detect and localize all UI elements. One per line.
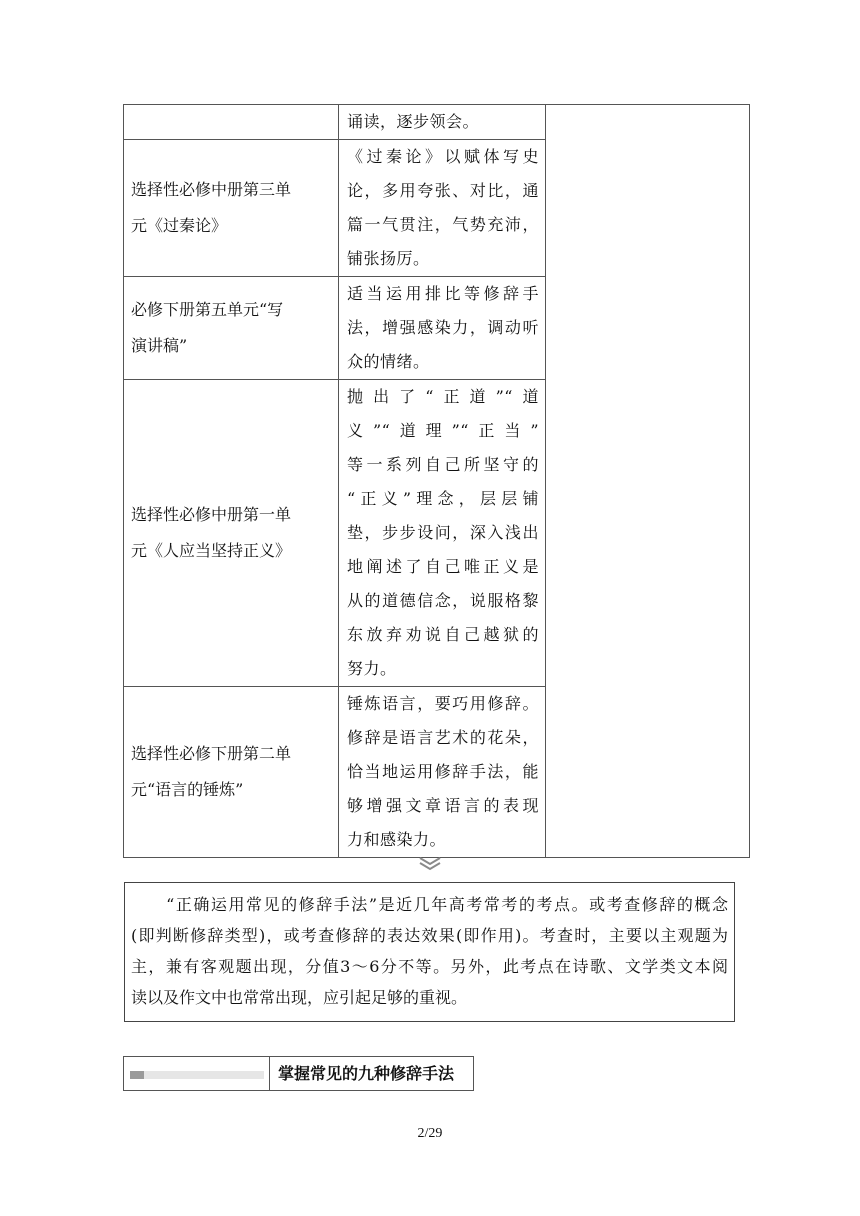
cell-line: 力和感染力。 [347, 830, 447, 849]
cell-line: 元“语言的锤炼” [131, 780, 244, 799]
double-chevron-down-icon [418, 857, 442, 871]
cell-line: 法，增强感染力，调动听 [347, 318, 539, 337]
cell-line: 选择性必修中册第三单 [131, 180, 292, 199]
cell-line: “正义”理念，层层铺 [347, 489, 539, 508]
textbook-unit-cell [124, 277, 339, 380]
progress-track [130, 1071, 264, 1079]
cell-line: 恰当地运用修辞手法，能 [347, 762, 539, 781]
cell-line: 演讲稿” [131, 336, 188, 355]
note-line: “正确运用常见的修辞手法”是近几年高考常考的考点。或考查修辞的概念 [131, 895, 728, 914]
rhetoric-feature-cell [339, 380, 546, 687]
cell-line: 抛出了“正道”“道 [347, 387, 539, 406]
cell-line: 篇一气贯注，气势充沛， [347, 215, 539, 234]
cell-line: 元《过秦论》 [131, 216, 228, 235]
cell-line: 从的道德信念，说服格黎 [347, 591, 539, 610]
rhetoric-feature-cell [339, 277, 546, 380]
progress-marker [130, 1071, 144, 1079]
cell-line: 等一系列自己所坚守的 [347, 455, 539, 474]
cell-line: 元《人应当坚持正义》 [131, 541, 292, 560]
rhetoric-feature-cell [339, 687, 546, 858]
cell-line: 垫，步步设问，深入浅出 [347, 523, 539, 542]
cell-line: 诵读，逐步领会。 [347, 112, 480, 131]
cell-line: 选择性必修下册第二单 [131, 744, 292, 763]
note-line: 读以及作文中也常常出现，应引起足够的重视。 [131, 988, 468, 1007]
textbook-unit-cell [124, 687, 339, 858]
rhetoric-feature-cell [339, 105, 546, 140]
curriculum-table [123, 104, 750, 858]
cell-line: 必修下册第五单元“写 [131, 300, 284, 319]
cell-line: 选择性必修中册第一单 [131, 505, 292, 524]
exam-note-box [124, 882, 735, 1022]
textbook-unit-cell [124, 140, 339, 277]
cell-line: 修辞是语言艺术的花朵， [347, 728, 539, 747]
rhetoric-feature-cell [339, 140, 546, 277]
page-number: 2/29 [417, 1126, 443, 1141]
cell-line: 铺张扬厉。 [347, 249, 430, 268]
cell-line: 《过秦论》以赋体写史 [347, 147, 539, 166]
section-title: 掌握常见的九种修辞手法 [278, 1064, 455, 1083]
cell-line: 锤炼语言，要巧用修辞。 [347, 694, 539, 713]
cell-line: 论，多用夸张、对比，通 [347, 181, 539, 200]
section-heading-bar [123, 1056, 474, 1091]
curriculum-table-wrap [123, 104, 750, 858]
section-progress-area [124, 1057, 270, 1090]
cell-line: 努力。 [347, 659, 397, 678]
empty-column-cell [546, 105, 750, 858]
textbook-unit-cell [124, 105, 339, 140]
table-row [124, 105, 750, 140]
cell-line: 东放弃劝说自己越狱的 [347, 625, 539, 644]
textbook-unit-cell [124, 380, 339, 687]
cell-line: 地阐述了自己唯正义是 [347, 557, 539, 576]
cell-line: 够增强文章语言的表现 [347, 796, 539, 815]
note-line: 主，兼有客观题出现，分值3～6分不等。另外，此考点在诗歌、文学类文本阅 [131, 957, 728, 976]
cell-line: 众的情绪。 [347, 352, 430, 371]
note-line: (即判断修辞类型)，或考查修辞的表达效果(即作用)。考查时，主要以主观题为 [131, 926, 728, 945]
cell-line: 适当运用排比等修辞手 [347, 284, 539, 303]
cell-line: 义”“道理”“正当” [347, 421, 539, 440]
